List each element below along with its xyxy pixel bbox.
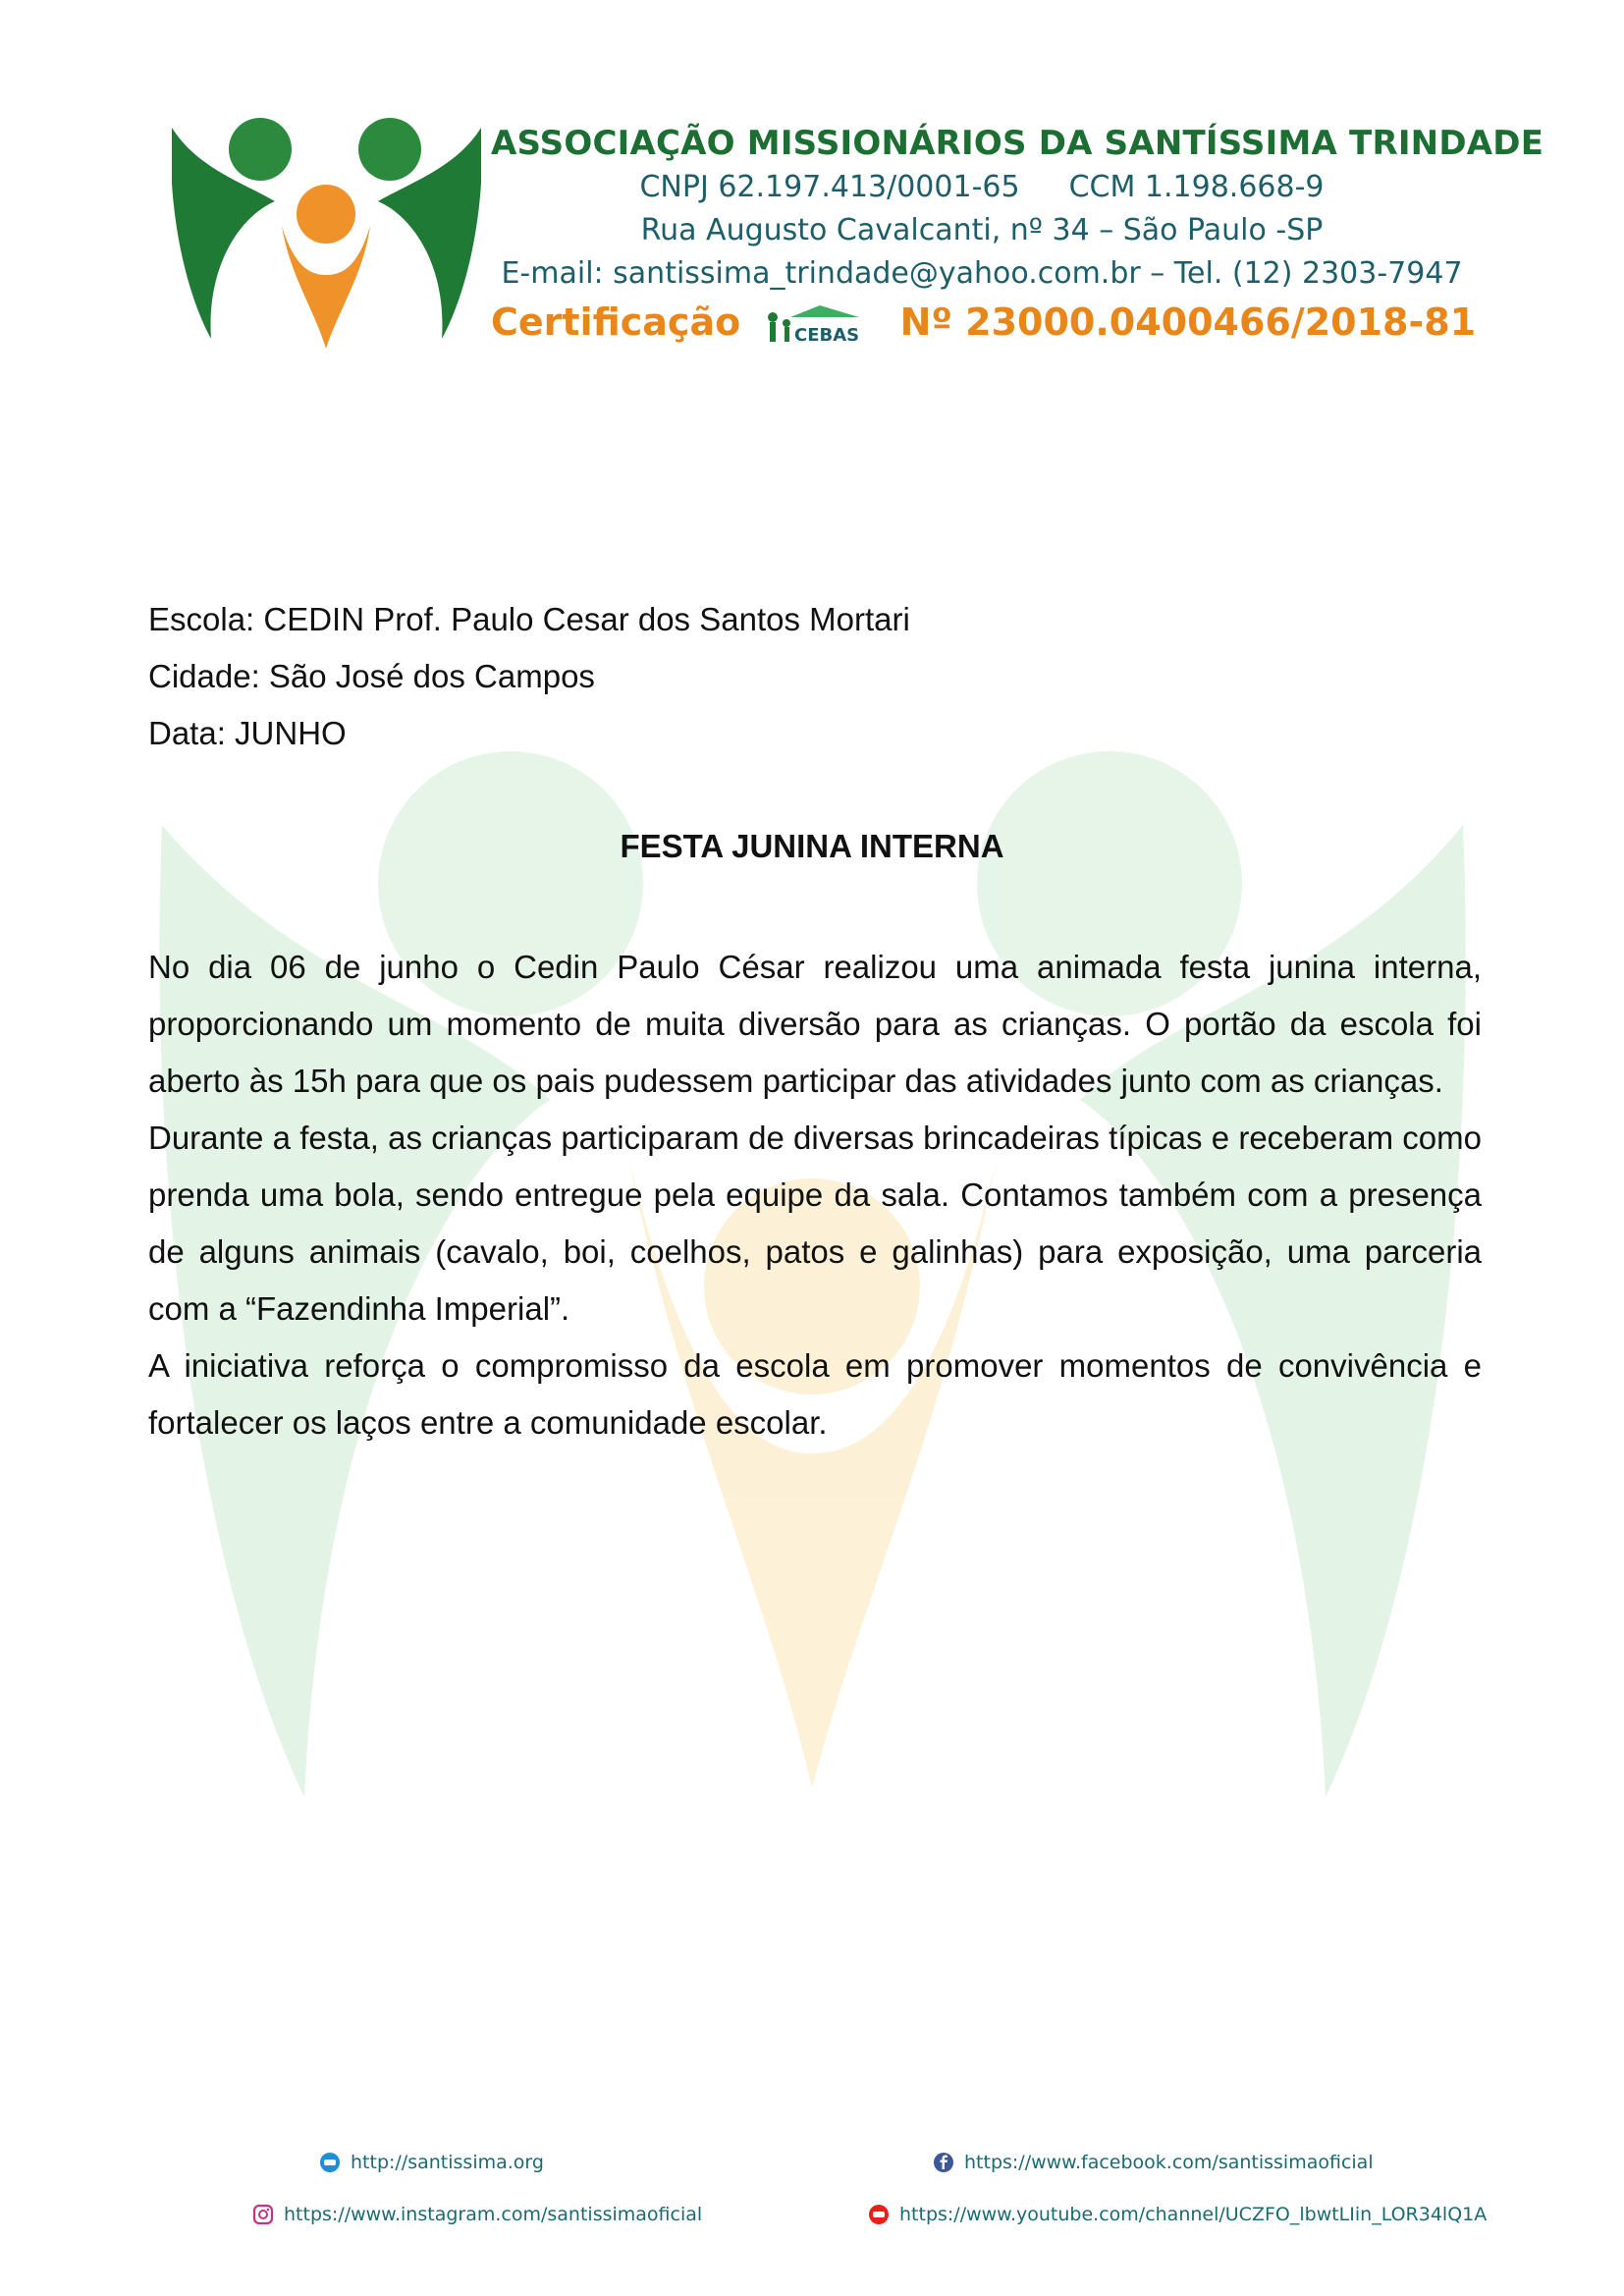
instagram-icon [252, 2204, 274, 2225]
website-link[interactable]: http://santissima.org [351, 2152, 544, 2173]
certification-number: Nº 23000.0400466/2018-81 [899, 301, 1477, 344]
body-paragraph: A iniciativa reforça o compromisso da escola em promover momentos de convivência e fortalecer os laços entre a comunidade escolar. [148, 1347, 1482, 1441]
youtube-link[interactable]: https://www.youtube.com/channel/UCZFO_lbwtLIin_LOR34lQ1A [899, 2204, 1488, 2225]
body-paragraph: No dia 06 de junho o Cedin Paulo César realizou uma animada festa junina interna, proporcionando um momento de muita diversão para as crianças. O portão da escola foi aberto às 15h para que os pais pudessem participar das atividades junto com as crianças. [148, 949, 1482, 1099]
organization-address: Rua Augusto Cavalcanti, nº 34 – São Paulo -SP [640, 213, 1324, 247]
body-paragraph: Durante a festa, as crianças participaram de diversas brincadeiras típicas e receberam como prenda uma bola, sendo entregue pela equipe da sala. Contamos também com a presença de alguns animais (cavalo, boi, coelhos, patos e galinhas) para exposição, uma parceria com a “Fazendinha Imperial”. [148, 1120, 1482, 1327]
ccm-number: CCM 1.198.668-9 [1068, 170, 1325, 204]
youtube-icon [868, 2204, 890, 2225]
association-logo [172, 108, 481, 354]
facebook-link[interactable]: https://www.facebook.com/santissimaoficial [964, 2152, 1374, 2173]
document-body [148, 939, 1482, 1451]
cebas-logo-icon [761, 303, 879, 347]
date-line: Data: JUNHO [148, 715, 347, 751]
cebas-logo-text: CEBAS [794, 324, 860, 346]
footer-facebook[interactable] [933, 2152, 1374, 2173]
footer-instagram[interactable] [252, 2204, 702, 2225]
footer-youtube[interactable] [868, 2204, 1487, 2225]
footer-website[interactable] [319, 2152, 544, 2173]
certification-line [491, 301, 1477, 347]
city-line: Cidade: São José dos Campos [148, 658, 595, 694]
organization-ids [491, 170, 1473, 204]
organization-contact: E-mail: santissima_trindade@yahoo.com.br – Tel. (12) 2303-7947 [501, 256, 1463, 291]
document-title: FESTA JUNINA INTERNA [620, 828, 1004, 864]
instagram-link[interactable]: https://www.instagram.com/santissimaoficial [284, 2204, 703, 2225]
certification-label: Certificação [491, 301, 741, 344]
facebook-icon [933, 2152, 954, 2173]
website-icon [319, 2152, 341, 2173]
school-line: Escola: CEDIN Prof. Paulo Cesar dos Santos Mortari [148, 601, 910, 637]
cnpj-number: CNPJ 62.197.413/0001-65 [639, 170, 1020, 204]
organization-name: ASSOCIAÇÃO MISSIONÁRIOS DA SANTÍSSIMA TRINDADE [491, 124, 1544, 163]
